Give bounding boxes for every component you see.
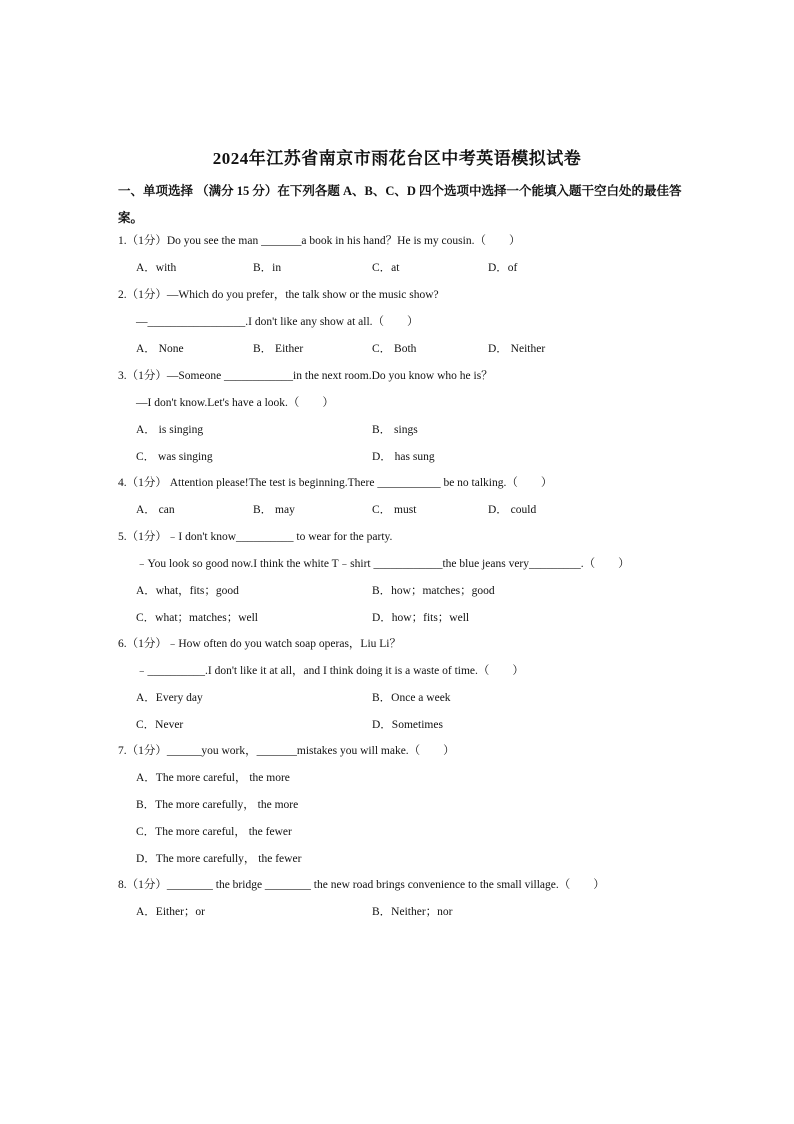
question-5-option-b[interactable]: B．how；matches；good <box>372 585 495 597</box>
page-title: 2024年江苏省南京市雨花台区中考英语模拟试卷 <box>212 149 582 168</box>
question-2-stem: 2.（1分）—Which do you prefer，the talk show or the music show? <box>118 289 439 301</box>
question-6-option-a[interactable]: A．Every day <box>136 692 203 704</box>
question-2-option-c[interactable]: C． Both <box>372 343 417 355</box>
question-7-stem: 7.（1分）______you work，_______mistakes you will make.（ ） <box>118 745 455 757</box>
question-1-option-d[interactable]: D．of <box>488 262 518 274</box>
question-8-stem: 8.（1分）________ the bridge ________ the new road brings convenience to the small village.（ ） <box>118 879 605 891</box>
question-1-option-b[interactable]: B．in <box>253 262 282 274</box>
question-3-stem: 3.（1分）—Someone ____________in the next room.Do you know who he is？ <box>118 370 493 382</box>
question-4-option-b[interactable]: B． may <box>253 504 295 516</box>
question-5-stem: 5.（1分）﹣I don't know__________ to wear for the party. <box>118 531 393 543</box>
question-5-option-d[interactable]: D．how；fits；well <box>372 612 470 624</box>
question-6-stem: 6.（1分）﹣How often do you watch soap operas，Liu Li？ <box>118 638 401 650</box>
question-3-option-c[interactable]: C． was singing <box>136 451 213 463</box>
question-5-option-c[interactable]: C．what；matches；well <box>136 612 259 624</box>
section-instruction-line-1: 一、单项选择 （满分 15 分）在下列各题 A、B、C、D 四个选项中选择一个能填入题干空白处的最佳答 <box>118 184 682 198</box>
question-2-option-a[interactable]: A． None <box>136 343 184 355</box>
question-2-line-2: —_________________.I don't like any show at all.（ ） <box>136 316 419 328</box>
question-8-option-b[interactable]: B．Neither；nor <box>372 906 453 918</box>
question-3-option-b[interactable]: B． sings <box>372 424 418 436</box>
question-6-option-c[interactable]: C．Never <box>136 719 184 731</box>
question-2-option-d[interactable]: D． Neither <box>488 343 546 355</box>
question-7-option-b[interactable]: B．The more carefully， the more <box>136 799 299 811</box>
section-heading <box>118 178 688 232</box>
question-7-option-c[interactable]: C．The more careful， the fewer <box>136 826 292 838</box>
question-4-option-c[interactable]: C． must <box>372 504 417 516</box>
question-1-stem: 1.（1分）Do you see the man _______a book in his hand？He is my cousin.（ ） <box>118 235 521 247</box>
question-3-option-a[interactable]: A． is singing <box>136 424 204 436</box>
question-3-line-2: —I don't know.Let's have a look.（ ） <box>136 397 334 409</box>
question-6-option-b[interactable]: B．Once a week <box>372 692 451 704</box>
section-instruction-line-2: 案。 <box>118 211 144 225</box>
question-1-option-a[interactable]: A．with <box>136 262 177 274</box>
question-7-option-d[interactable]: D．The more carefully， the fewer <box>136 853 302 865</box>
question-8-option-a[interactable]: A．Either；or <box>136 906 205 918</box>
question-5-line-2: ﹣You look so good now.I think the white T﹣shirt ____________the blue jeans very_________.（ ） <box>136 558 630 570</box>
question-3-option-d[interactable]: D． has sung <box>372 451 435 463</box>
question-4-stem: 4.（1分） Attention please!The test is beginning.There ___________ be no talking.（ ） <box>118 477 553 489</box>
question-6-line-2: ﹣__________.I don't like it at all，and I think doing it is a waste of time.（ ） <box>136 665 524 677</box>
question-6-option-d[interactable]: D．Sometimes <box>372 719 443 731</box>
question-4-option-a[interactable]: A． can <box>136 504 175 516</box>
question-1-option-c[interactable]: C．at <box>372 262 400 274</box>
question-4-option-d[interactable]: D． could <box>488 504 537 516</box>
question-7-option-a[interactable]: A．The more careful， the more <box>136 772 290 784</box>
question-5-option-a[interactable]: A．what，fits；good <box>136 585 239 597</box>
question-2-option-b[interactable]: B． Either <box>253 343 304 355</box>
